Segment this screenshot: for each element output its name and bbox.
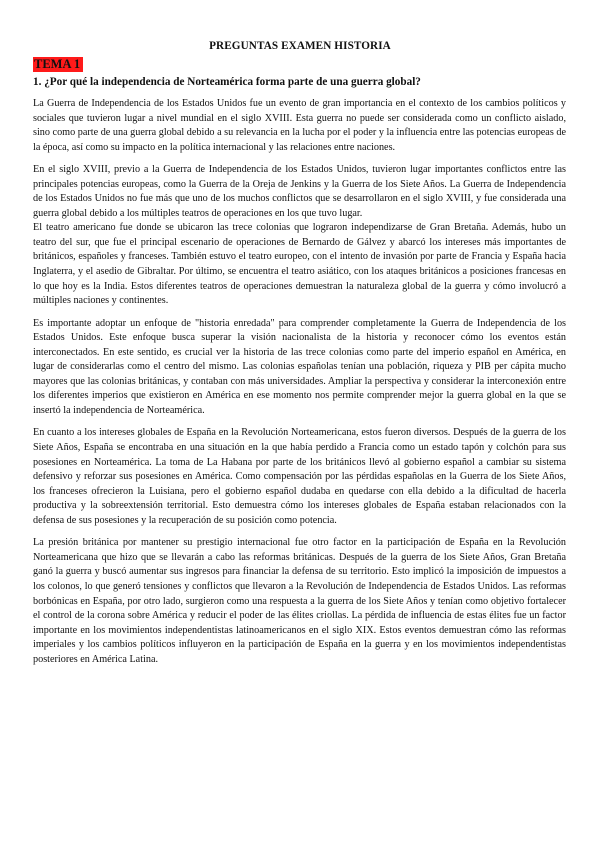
paragraph-spain-interests: En cuanto a los intereses globales de España en la Revolución Norteamericana, estos fueron diversos. Después de la guerra de los Siete Años, España se encontraba en una situación en la que había perdido a Francia como un estado tapón y colchón para sus posesiones en Norteamérica. La toma de La Habana por parte de los británicos llevó al gobierno español a cambiar su sistema defensivo y reforzar sus posesiones en América. Como compensación por las pérdidas españolas en la Guerra de los Siete Años, los franceses ofrecieron la Luisiana, pero el gobierno español dudaba en quedarse con ella debido a la dificultad de hacerla productiva y la sobreextensión territorial. Esto demuestra cómo los intereses globales de España estaban relacionados con la defensa de sus posesiones y la recuperación de su posición como potencia.	[33, 427, 566, 526]
paragraph-theaters: El teatro americano fue donde se ubicaron las trece colonias que lograron independizarse de Gran Bretaña. Además, hubo un teatro del sur, que fue el principal escenario de operaciones de Bernardo de Gálvez y abarcó los intereses más importantes de británicos, españoles y franceses. También estuvo el teatro europeo, con el intento de invasión por parte de Francia y España hacia Inglaterra, y el asedio de Gibraltar. Por último, se encuentra el teatro asiático, con los ataques británicos a posiciones francesas en lo que hoy es la India. Estos diferentes teatros de operaciones demuestran la naturaleza global de la guerra y cómo involucró a múltiples naciones y continentes.	[33, 222, 566, 307]
paragraph-context: En el siglo XVIII, previo a la Guerra de Independencia de los Estados Unidos, tuvieron lugar importantes conflictos entre las principales potencias europeas, como la Guerra de la Oreja de Jenkins y la Guerra de los Siete Años. La Guerra de Independencia de los Estados Unidos no fue más que uno de los muchos conflictos que se desarrollaron en el siglo XVIII, y fue considerada una guerra global debido a los múltiples teatros de operaciones en los que tuvo lugar.	[33, 164, 566, 219]
paragraph-intro: La Guerra de Independencia de los Estados Unidos fue un evento de gran importancia en el contexto de los cambios políticos y sociales que tuvieron lugar a nivel mundial en el siglo XVIII. Esta guerra no puede ser considerada como un conflicto aislado, sino como parte de una guerra global debido a su relevancia en la lucha por el poder y la influencia entre las potencias europeas de la época, así como su impacto en la política internacional y las relaciones entre naciones.	[33, 98, 566, 153]
document-body	[33, 97, 566, 667]
question-heading: 1. ¿Por qué la independencia de Norteamérica forma parte de una guerra global?	[33, 76, 421, 88]
paragraph-entangled-history: Es importante adoptar un enfoque de "historia enredada" para comprender completamente la Guerra de Independencia de los Estados Unidos. Este enfoque busca superar la visión nacionalista de la historia y reconocer cómo los eventos están interconectados. En este sentido, es crucial ver la historia de las trece colonias como parte del imperio español en América, en lugar de considerarlas como el centro del mismo. Las colonias españolas tenían una población, riqueza y PIB per cápita mucho mayores que las colonias británicas, y contaban con más universidades. Ampliar la perspectiva y considerar la interconexión entre los diferentes imperios que existieron en América en ese momento nos permite comprender mejor la guerra global en la que se insertó la independencia de Norteamérica.	[33, 317, 566, 416]
document-title: PREGUNTAS EXAMEN HISTORIA	[209, 40, 391, 52]
section-label: TEMA 1	[33, 57, 83, 72]
paragraph-british-pressure: La presión británica por mantener su prestigio internacional fue otro factor en la participación de España en la Revolución Norteamericana que hizo que se llevarán a cabo las reformas británicas. Después de la guerra de los Siete Años, Gran Bretaña ganó la guerra y buscó aumentar sus ingresos para financiar la defensa de su territorio. Esto implicó la imposición de impuestos a los colonos, lo que generó tensiones y conflictos que llevaron a la Revolución de Independencia de Estados Unidos. Las reformas borbónicas en España, por otro lado, surgieron como una respuesta a la guerra de los Siete Años y tenían como objetivo fortalecer el control de la corona sobre América y reducir el poder de las élites criollas. La pérdida de influencia de estas élites fue un factor importante en los movimientos independentistas latinoamericanos en el siglo XIX. Estos eventos demuestran cómo las reformas imperiales y los cambios políticos influyeron en la participación de España en la guerra y en los movimientos independentistas posteriores en América Latina.	[33, 537, 566, 665]
